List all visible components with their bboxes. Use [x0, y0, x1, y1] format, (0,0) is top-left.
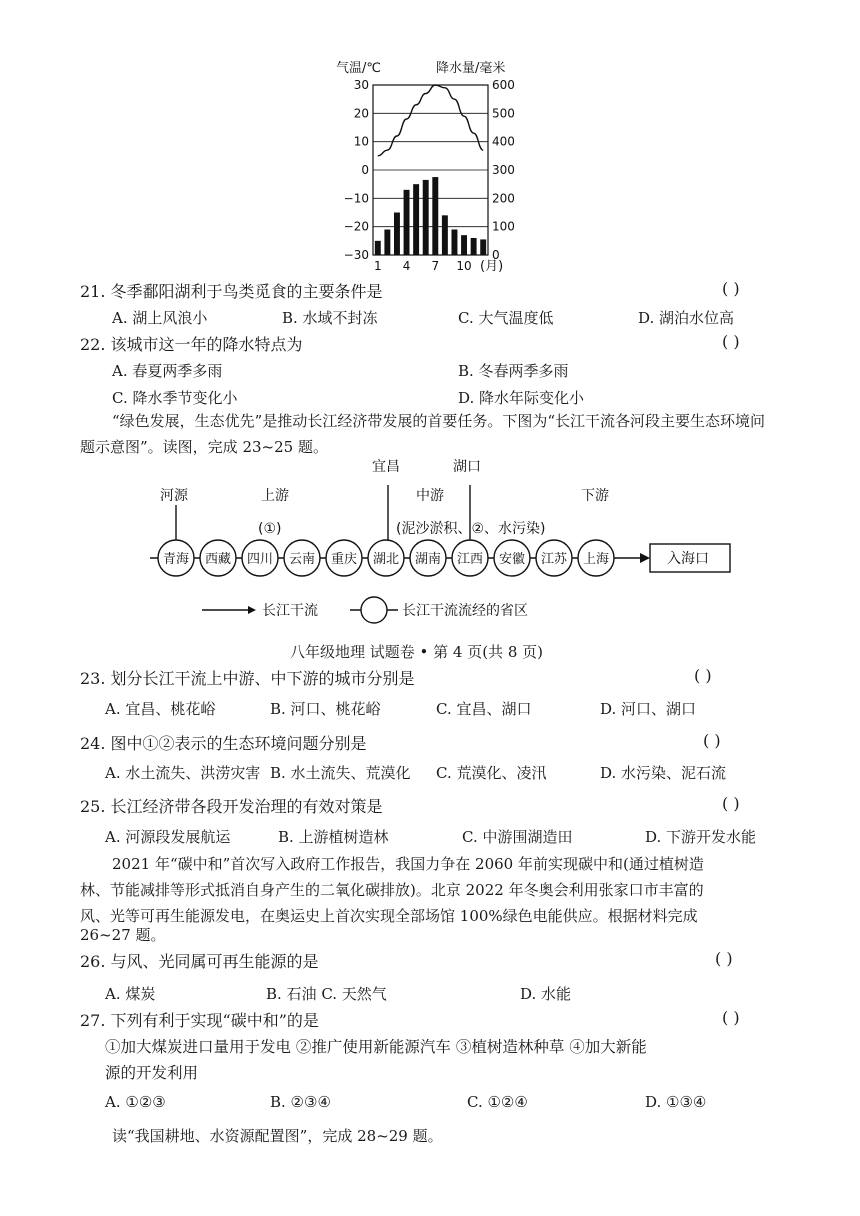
option-23d[interactable]: D. 河口、湖口: [600, 700, 697, 718]
question-27-stem-line-1: ①加大煤炭进口量用于发电 ②推广使用新能源汽车 ③植树造林种草 ④加大新能: [105, 1038, 647, 1056]
label-yichang: 宜昌: [372, 459, 400, 475]
legend-arrowhead: [248, 606, 256, 614]
temperature-tick-label: 30: [353, 78, 369, 92]
option-23a[interactable]: A. 宜昌、桃花峪: [105, 700, 216, 718]
answer-bracket-25[interactable]: ( ): [722, 794, 740, 813]
label-lower-reach: 下游: [581, 488, 609, 504]
temperature-curve: [378, 85, 483, 156]
temperature-tick-label: 20: [353, 106, 369, 121]
precipitation-bar: [451, 230, 457, 256]
precipitation-bar: [384, 230, 390, 256]
option-26d[interactable]: D. 水能: [520, 985, 572, 1003]
option-22c[interactable]: C. 降水季节变化小: [112, 389, 238, 407]
option-25b[interactable]: B. 上游植树造林: [278, 828, 389, 846]
province-label: 安徽: [498, 552, 526, 567]
material-line-4: 26~27 题。: [80, 926, 166, 944]
material-line-2: 林、节能减排等形式抵消自身产生的二氧化碳排放)。北京 2022 年冬奥会利用张家口市丰富的: [80, 881, 704, 899]
precipitation-bar: [413, 184, 419, 255]
option-27a[interactable]: A. ①②③: [105, 1093, 166, 1111]
trunk-arrowhead: [640, 553, 650, 563]
option-24b[interactable]: B. 水土流失、荒漠化: [270, 764, 411, 782]
province-label: 云南: [288, 552, 316, 567]
precipitation-tick-label: 100: [492, 219, 515, 234]
precipitation-tick-labels: [492, 78, 515, 262]
answer-bracket-24[interactable]: ( ): [703, 731, 721, 750]
middle-problem: (泥沙淤积、②、水污染): [396, 521, 546, 537]
option-21c[interactable]: C. 大气温度低: [458, 309, 554, 327]
option-24d[interactable]: D. 水污染、泥石流: [600, 764, 727, 782]
material-line-3: 风、光等可再生能源发电，在奥运史上首次实现全部场馆 100%绿色电能供应。根据材料完成: [80, 907, 698, 925]
option-26b[interactable]: B. 石油 C. 天然气: [266, 985, 387, 1003]
option-21d[interactable]: D. 湖泊水位高: [638, 309, 735, 327]
option-25d[interactable]: D. 下游开发水能: [645, 828, 757, 846]
option-22b[interactable]: B. 冬春两季多雨: [458, 362, 569, 380]
precipitation-bar: [442, 215, 448, 255]
temperature-tick-label: −30: [343, 248, 369, 262]
precipitation-bar: [404, 190, 410, 255]
climate-chart: [320, 52, 540, 277]
temperature-tick-label: −10: [343, 191, 369, 206]
legend-province-label: 长江干流流经的省区: [402, 603, 528, 619]
label-river-source: 河源: [160, 488, 188, 504]
legend-province-circle: [361, 597, 387, 623]
label-middle-reach: 中游: [416, 488, 444, 504]
question-22: 22. 该城市这一年的降水特点为: [80, 335, 303, 354]
option-27d[interactable]: D. ①③④: [645, 1093, 707, 1111]
option-27b[interactable]: B. ②③④: [270, 1093, 331, 1111]
page-footer: 八年级地理 试题卷 • 第 4 页(共 8 页): [290, 643, 544, 661]
temperature-tick-labels: [344, 78, 369, 262]
answer-bracket-26[interactable]: ( ): [715, 949, 733, 968]
precipitation-tick-label: 500: [492, 106, 515, 121]
temperature-tick-label: 0: [361, 163, 369, 177]
option-23b[interactable]: B. 河口、桃花峪: [270, 700, 381, 718]
precipitation-bar: [432, 177, 438, 255]
month-tick-label: 4: [402, 259, 411, 273]
question-23: 23. 划分长江干流上中游、中下游的城市分别是: [80, 669, 415, 688]
option-25c[interactable]: C. 中游围湖造田: [462, 828, 573, 846]
precipitation-tick-label: 400: [492, 134, 515, 149]
question-25: 25. 长江经济带各段开发治理的有效对策是: [80, 797, 383, 816]
month-tick-label: 10: [456, 259, 472, 273]
month-tick-labels: [374, 259, 472, 273]
estuary-label: 入海口: [667, 551, 709, 567]
province-label: 上海: [582, 552, 610, 567]
option-21b[interactable]: B. 水域不封冻: [282, 309, 378, 327]
option-24a[interactable]: A. 水土流失、洪涝灾害: [105, 764, 261, 782]
province-label: 湖南: [414, 552, 442, 567]
month-tick-label: 1: [373, 259, 382, 273]
left-axis-title: 气温/℃: [336, 61, 381, 76]
province-label: 江苏: [540, 552, 568, 567]
precipitation-tick-label: 0: [492, 248, 500, 262]
precipitation-tick-label: 300: [492, 163, 515, 177]
option-26a[interactable]: A. 煤炭: [105, 985, 156, 1003]
precipitation-bar: [375, 241, 381, 255]
answer-bracket-23[interactable]: ( ): [694, 666, 712, 685]
province-circles: [158, 540, 614, 576]
option-23c[interactable]: C. 宜昌、湖口: [436, 700, 532, 718]
answer-bracket-21[interactable]: ( ): [722, 279, 740, 298]
province-label: 西藏: [204, 552, 232, 567]
temperature-tick-label: 10: [353, 134, 369, 149]
precipitation-bar: [423, 180, 429, 255]
question-27: 27. 下列有利于实现“碳中和”的是: [80, 1011, 319, 1030]
label-upper-reach: 上游: [261, 488, 289, 504]
intro-28-29: 读“我国耕地、水资源配置图”，完成 28~29 题。: [112, 1127, 443, 1145]
answer-bracket-27[interactable]: ( ): [722, 1008, 740, 1027]
option-22a[interactable]: A. 春夏两季多雨: [112, 362, 223, 380]
precipitation-bar: [480, 239, 486, 255]
x-unit-label: (月): [480, 259, 504, 274]
legend-trunk-label: 长江干流: [262, 603, 318, 619]
question-21: 21. 冬季鄱阳湖利于鸟类觅食的主要条件是: [80, 282, 383, 301]
option-22d[interactable]: D. 降水年际变化小: [458, 389, 585, 407]
question-26: 26. 与风、光同属可再生能源的是: [80, 952, 319, 971]
province-label: 重庆: [330, 552, 358, 567]
precipitation-tick-label: 600: [492, 78, 515, 92]
precipitation-tick-label: 200: [492, 191, 515, 206]
province-label: 湖北: [372, 552, 400, 567]
province-label: 四川: [246, 552, 274, 567]
question-24: 24. 图中①②表示的生态环境问题分别是: [80, 734, 367, 753]
precipitation-bar: [461, 235, 467, 255]
question-27-stem-line-2: 源的开发利用: [105, 1064, 199, 1082]
label-hukou: 湖口: [453, 459, 481, 475]
option-27c[interactable]: C. ①②④: [467, 1093, 528, 1111]
option-24c[interactable]: C. 荒漠化、凌汛: [436, 764, 547, 782]
temperature-tick-label: −20: [343, 219, 369, 234]
option-25a[interactable]: A. 河源段发展航运: [105, 828, 231, 846]
intro-23-25: “绿色发展，生态优先”是推动长江经济带发展的首要任务。下图为“长江干流各河段主要生态环境问题示意图”。读图，完成 23~25 题。: [80, 412, 766, 456]
month-tick-label: 7: [431, 259, 440, 273]
precipitation-bar: [471, 238, 477, 255]
precipitation-bar: [394, 213, 400, 256]
province-label: 青海: [162, 552, 190, 567]
answer-bracket-22[interactable]: ( ): [722, 332, 740, 351]
precipitation-bars: [375, 177, 486, 255]
right-axis-title: 降水量/毫米: [436, 61, 506, 76]
option-21a[interactable]: A. 湖上风浪小: [112, 309, 208, 327]
upper-problem: (①): [258, 521, 282, 537]
province-label: 江西: [456, 552, 484, 567]
material-line-1: 2021 年“碳中和”首次写入政府工作报告，我国力争在 2060 年前实现碳中和(通过植树造: [112, 855, 704, 873]
yangtze-diagram: [150, 455, 740, 630]
